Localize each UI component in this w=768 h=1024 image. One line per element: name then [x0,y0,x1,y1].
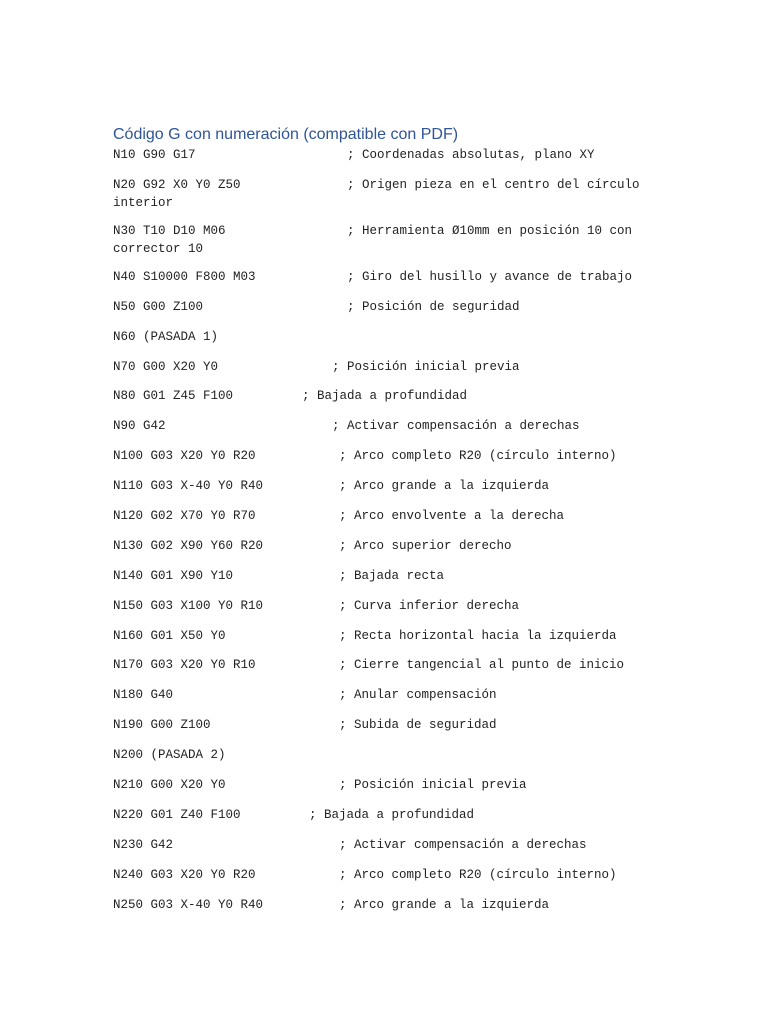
code-line [113,746,673,764]
gcode-command: N240 G03 X20 Y0 R20 [113,867,256,882]
code-line [113,537,673,555]
gcode-comment: ; Bajada a profundidad [309,807,475,822]
gcode-command: N250 G03 X-40 Y0 R40 [113,897,264,912]
gcode-command: N120 G02 X70 Y0 R70 [113,509,256,524]
gcode-comment: ; Subida de seguridad [339,718,497,733]
gcode-command: N10 G90 G17 [113,148,196,162]
gcode-command: N200 (PASADA 2) [113,748,226,763]
gcode-comment: ; Cierre tangencial al punto de inicio [339,658,625,673]
gcode-comment: ; Activar compensación a derechas [332,419,580,434]
gcode-command: N190 G00 Z100 [113,718,211,733]
code-line [113,222,673,258]
code-line [113,686,673,704]
gcode-command: N30 T10 D10 M06 [113,223,226,238]
gcode-comment: ; Arco grande a la izquierda [339,897,550,912]
code-line [113,776,673,794]
gcode-command: N70 G00 X20 Y0 [113,359,219,374]
gcode-command: N160 G01 X50 Y0 [113,628,226,643]
gcode-command: N210 G00 X20 Y0 [113,778,226,793]
gcode-command: N80 G01 Z45 F100 [113,389,234,404]
gcode-command: N130 G02 X90 Y60 R20 [113,538,264,553]
code-line [113,896,673,914]
code-line [113,567,673,585]
document-title: Código G con numeración (compatible con PDF) [113,126,459,143]
code-line [113,507,673,525]
gcode-comment-continuation: corrector 10 [113,241,204,256]
gcode-comment: ; Arco completo R20 (círculo interno) [339,449,617,464]
code-line [113,447,673,465]
gcode-listing [113,146,673,925]
gcode-command: N230 G42 [113,837,174,852]
gcode-command: N20 G92 X0 Y0 Z50 [113,177,241,192]
gcode-comment-continuation: interior [113,195,174,210]
gcode-comment: ; Arco completo R20 (círculo interno) [339,867,617,882]
gcode-comment: ; Herramienta Ø10mm en posición 10 con [347,223,633,238]
code-line [113,268,673,286]
gcode-command: N90 G42 [113,419,166,434]
gcode-command: N220 G01 Z40 F100 [113,807,241,822]
code-line [113,656,673,674]
gcode-comment: ; Anular compensación [339,688,497,703]
code-line [113,627,673,645]
gcode-comment: ; Arco superior derecho [339,538,512,553]
gcode-comment: ; Bajada recta [339,568,445,583]
gcode-comment: ; Posición inicial previa [339,778,527,793]
code-line [113,836,673,854]
gcode-comment: ; Recta horizontal hacia la izquierda [339,628,617,643]
gcode-comment: ; Posición de seguridad [347,299,520,314]
gcode-comment: ; Posición inicial previa [332,359,520,374]
code-line [113,387,673,405]
code-line [113,597,673,615]
gcode-command: N150 G03 X100 Y0 R10 [113,598,264,613]
gcode-command: N50 G00 Z100 [113,299,204,314]
code-line [113,328,673,346]
code-line [113,417,673,435]
gcode-command: N60 (PASADA 1) [113,329,219,344]
code-line [113,298,673,316]
gcode-comment: ; Origen pieza en el centro del círculo [347,177,640,192]
gcode-command: N100 G03 X20 Y0 R20 [113,449,256,464]
gcode-comment: ; Arco envolvente a la derecha [339,509,565,524]
gcode-command: N40 S10000 F800 M03 [113,269,256,284]
gcode-command: N140 G01 X90 Y10 [113,568,234,583]
gcode-comment: ; Arco grande a la izquierda [339,479,550,494]
gcode-comment: ; Giro del husillo y avance de trabajo [347,269,633,284]
gcode-comment: ; Activar compensación a derechas [339,837,587,852]
code-line [113,477,673,495]
gcode-comment: ; Bajada a profundidad [302,389,468,404]
code-line [113,146,673,164]
code-line [113,176,673,212]
gcode-command: N170 G03 X20 Y0 R10 [113,658,256,673]
code-line [113,866,673,884]
gcode-comment: ; Coordenadas absolutas, plano XY [347,148,595,162]
gcode-command: N110 G03 X-40 Y0 R40 [113,479,264,494]
gcode-comment: ; Curva inferior derecha [339,598,520,613]
gcode-command: N180 G40 [113,688,174,703]
code-line [113,806,673,824]
code-line [113,716,673,734]
code-line [113,358,673,376]
